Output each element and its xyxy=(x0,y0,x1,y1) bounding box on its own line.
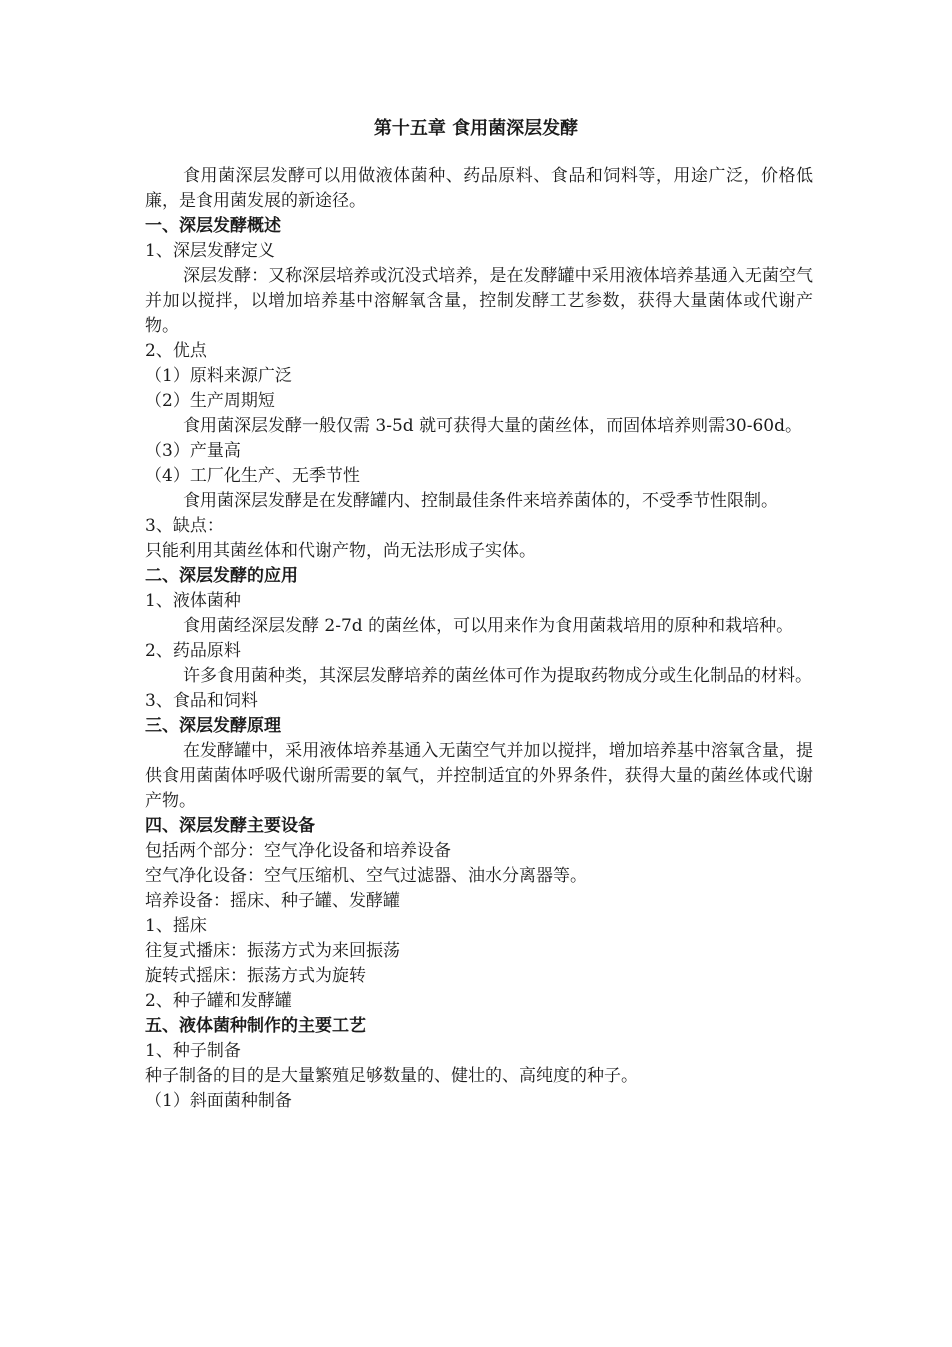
indented-line: 空气净化设备：空气压缩机、空气过滤器、油水分离器等。 xyxy=(145,866,587,886)
section-heading: 二、深层发酵的应用 xyxy=(145,566,298,586)
subsection-heading: 1、种子制备 xyxy=(145,1041,241,1061)
paragraph: 食用菌深层发酵可以用做液体菌种、药品原料、食品和饲料等，用途广泛，价格低廉，是食用菌发展的新途径。 xyxy=(145,166,813,211)
list-item: （3）产量高 xyxy=(145,441,241,461)
indented-line: 包括两个部分：空气净化设备和培养设备 xyxy=(145,841,451,861)
list-item: （1）原料来源广泛 xyxy=(145,366,292,386)
list-item: （4）工厂化生产、无季节性 xyxy=(145,466,360,486)
subsection-heading: 2、种子罐和发酵罐 xyxy=(145,991,292,1011)
subsection-heading: 2、药品原料 xyxy=(145,641,241,661)
subsection-heading: 2、优点 xyxy=(145,341,207,361)
section-heading: 三、深层发酵原理 xyxy=(145,716,281,736)
indented-line: 往复式播床：振荡方式为来回振荡 xyxy=(145,941,400,961)
paragraph: 食用菌深层发酵一般仅需 3-5d 就可获得大量的菌丝体，而固体培养则需30-60d。 xyxy=(183,416,802,436)
subsection-heading: 1、液体菌种 xyxy=(145,591,241,611)
section-heading: 五、液体菌种制作的主要工艺 xyxy=(145,1016,366,1036)
list-item: （1）斜面菌种制备 xyxy=(145,1091,292,1111)
paragraph: 深层发酵：又称深层培养或沉没式培养，是在发酵罐中采用液体培养基通入无菌空气并加以搅拌，以增加培养基中溶解氧含量，控制发酵工艺参数，获得大量菌体或代谢产物。 xyxy=(145,266,813,336)
chapter-title: 第十五章 食用菌深层发酵 xyxy=(373,118,579,139)
subsection-heading: 1、摇床 xyxy=(145,916,207,936)
paragraph: 许多食用菌种类，其深层发酵培养的菌丝体可作为提取药物成分或生化制品的材料。 xyxy=(183,666,812,686)
section-heading: 一、深层发酵概述 xyxy=(145,216,281,236)
paragraph: 食用菌经深层发酵 2-7d 的菌丝体，可以用来作为食用菌栽培用的原种和栽培种。 xyxy=(183,616,794,636)
subsection-heading: 3、食品和饲料 xyxy=(145,691,258,711)
indented-line: 旋转式摇床：振荡方式为旋转 xyxy=(145,966,366,986)
text-line: 培养设备：摇床、种子罐、发酵罐 xyxy=(145,891,400,911)
subsection-heading: 1、深层发酵定义 xyxy=(145,241,275,261)
list-item: （2）生产周期短 xyxy=(145,391,275,411)
section-heading: 四、深层发酵主要设备 xyxy=(145,816,315,836)
document-body xyxy=(145,164,813,1114)
paragraph: 在发酵罐中，采用液体培养基通入无菌空气并加以搅拌，增加培养基中溶氧含量，提供食用菌菌体呼吸代谢所需要的氧气，并控制适宜的外界条件，获得大量的菌丝体或代谢产物。 xyxy=(145,741,813,811)
subsection-heading: 3、缺点： xyxy=(145,516,224,536)
paragraph: 食用菌深层发酵是在发酵罐内、控制最佳条件来培养菌体的，不受季节性限制。 xyxy=(183,491,778,511)
indented-line: 只能利用其菌丝体和代谢产物，尚无法形成子实体。 xyxy=(145,541,536,561)
indented-line: 种子制备的目的是大量繁殖足够数量的、健壮的、高纯度的种子。 xyxy=(145,1066,638,1086)
